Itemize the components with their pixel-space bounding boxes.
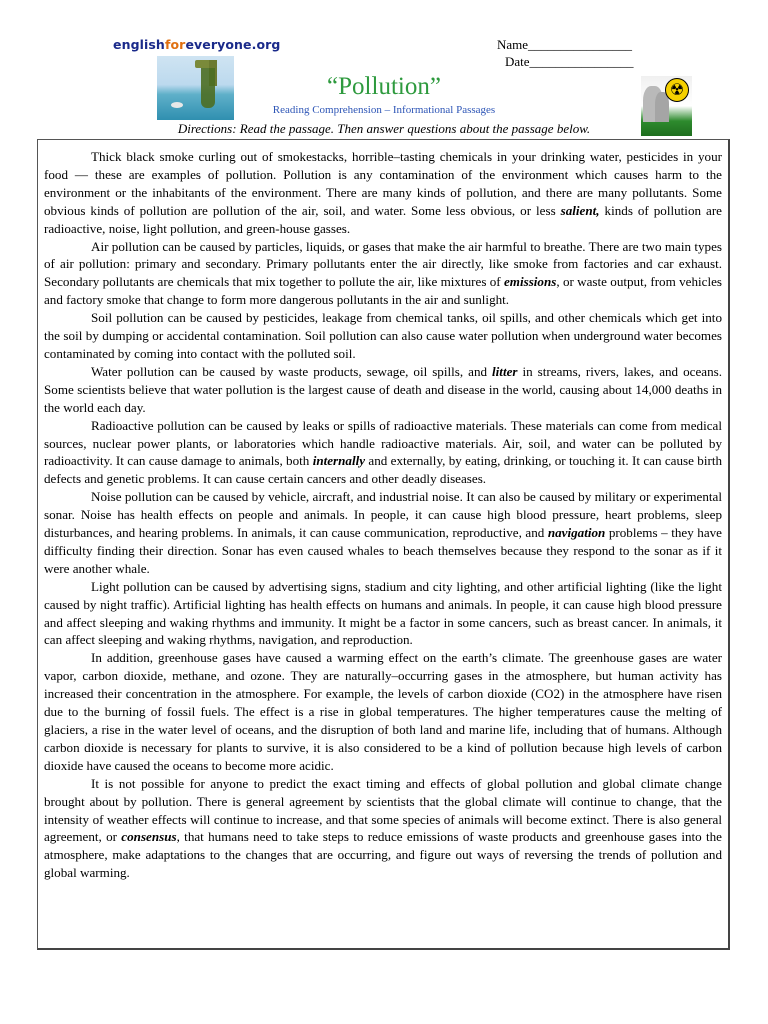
paragraph-text: , that humans need to take steps to reduce emissions of waste products and greenhouse gases into the atmosphere, make adaptations to the changes that are occurring, and figure out ways of reversing the trends of pollution and global warming. [44,829,722,881]
paragraph-text: in streams, rivers, lakes, and oceans. Some scientists believe that water pollution is the largest cause of death and disease in the world, causing about 14,000 deaths in the world each day. [44,363,722,415]
paragraph-text: , or waste output, from vehicles and factory smoke that change to form more dangerous pollutants in the air and sunlight. [44,274,722,308]
paragraph-soil [44,309,722,363]
vocab-term: emissions [503,274,557,290]
vocab-term: consensus [121,829,177,845]
site-logo [113,37,280,52]
paragraph-text: and externally, by eating, drinking, or touching it. It can cause birth defects and genetic problems. It can cause certain cancers and other deadly diseases. [44,453,722,487]
paragraph-text: It is not possible for anyone to predict the exact timing and effects of global pollution and global climate change brought about by pollution. There is general agreement by scientists that the global climate will continue to change, that the intensity of weather effects will continue to increase, and that some species of animals will become extinct. There is also general agreement, or [44,775,722,845]
passage-box [37,139,730,950]
paragraph-water [44,363,722,417]
paragraph-radioactive [44,417,722,489]
paragraph-intro [44,148,722,238]
vocab-term: litter [492,363,518,379]
paragraph-light [44,578,722,650]
paragraph-text: In addition, greenhouse gases have caused a warming effect on the earth’s climate. The greenhouse gases are water vapor, carbon dioxide, methane, and ozone. They are naturally–occurring gases in the atmosphere, but human activity has increased their concentration in the atmosphere. For example, the levels of carbon dioxide (CO2) in the atmosphere have risen due to the burning of fossil fuels. The effect is a rise in global temperatures. The higher temperatures cause the melting of glaciers, a rise in the water level of oceans, and the disruption of both land and marine life, including that of humans. Although carbon dioxide is necessary for plants to survive, it is also considered to be a kind of pollution because high levels of carbon dioxide have caused the oceans to become more acidic. [44,650,722,773]
paragraph-text: Light pollution can be caused by advertising signs, stadium and city lighting, and other artificial lighting (like the light caused by night traffic). Artificial lighting has health effects on humans and animals. In people, it can cause high blood pressure and affect sleeping and waking rhythms and immunity. It might be a factor in some cancers, such as breast cancer. In animals, it can affect sleeping and waking rhythms, navigation, and reproduction. [44,578,722,648]
paragraph-text: Soil pollution can be caused by pesticides, leakage from chemical tanks, oil spills, and other chemicals which get into the soil by dumping or accidental contamination. Soil pollution can also cause water pollution when underground water becomes contaminated by coming into contact with the polluted soil. [44,310,722,361]
paragraph-text: Thick black smoke curling out of smokestacks, horrible–tasting chemicals in your drinking water, pesticides in your food — these are examples of pollution. Pollution is any contamination of the environment which causes harm to the environment or the inhabitants of the environment. There are many kinds of pollution, and there are many pollutants. Some obvious kinds of pollution are pollution of the air, soil, and water. Some less obvious, or less [44,149,722,218]
vocab-term: salient, [560,202,600,218]
site-logo-text-english: english [113,37,165,52]
radiation-icon: ☢ [665,78,689,102]
page-subtitle: Reading Comprehension – Informational Passages [272,104,496,116]
name-date-fields [497,36,634,70]
vocab-term: internally [312,453,366,469]
paragraph-text: Water pollution can be caused by waste products, sewage, oil spills, and [91,363,493,379]
paragraph-text: problems – they have difficulty finding their direction. Sonar has even caused whales to beach themselves because they respond to the sonar as if it were another whale. [44,525,722,576]
paragraph-conclusion [44,775,722,882]
paragraph-air [44,238,722,310]
paragraph-text: Air pollution can be caused by particles, liquids, or gases that make the air harmful to breathe. There are two main types of air pollution: primary and secondary. Primary pollutants enter the air directly, like smoke from factories and car exhaust. Secondary pollutants are chemicals that mix together to pollute the air, like mixtures of [44,238,722,290]
vocab-term: navigation [547,525,606,541]
date-field[interactable]: Date________________ [505,54,634,69]
name-field[interactable]: Name________________ [497,37,633,52]
site-logo-text-for: for [164,37,186,52]
site-logo-text-everyone: everyone.org [185,37,281,52]
paragraph-noise [44,488,722,578]
paragraph-text: Noise pollution can be caused by vehicle, aircraft, and industrial noise. It can also be caused by military or experimental sonar. Noise has health effects on people and animals. In people, it can cause high blood pressure, heart problems, sleep disturbances, and hearing problems. In animals, it can cause communication, reproductive, and [44,489,722,541]
page-title: “Pollution” [327,73,441,100]
paragraph-greenhouse [44,649,722,774]
directions-text: Directions: Read the passage. Then answer questions about the passage below. [177,121,591,136]
paragraph-text: Radioactive pollution can be caused by leaks or spills of radioactive materials. These materials can come from medical sources, nuclear power plants, or laboratories which handle radioactive materials. Air, soil, and water can be polluted by radioactivity. It can cause damage to animals, both [44,417,722,469]
paragraph-text: kinds of pollution are radioactive, noise, light pollution, and green-house gasses. [44,202,722,236]
